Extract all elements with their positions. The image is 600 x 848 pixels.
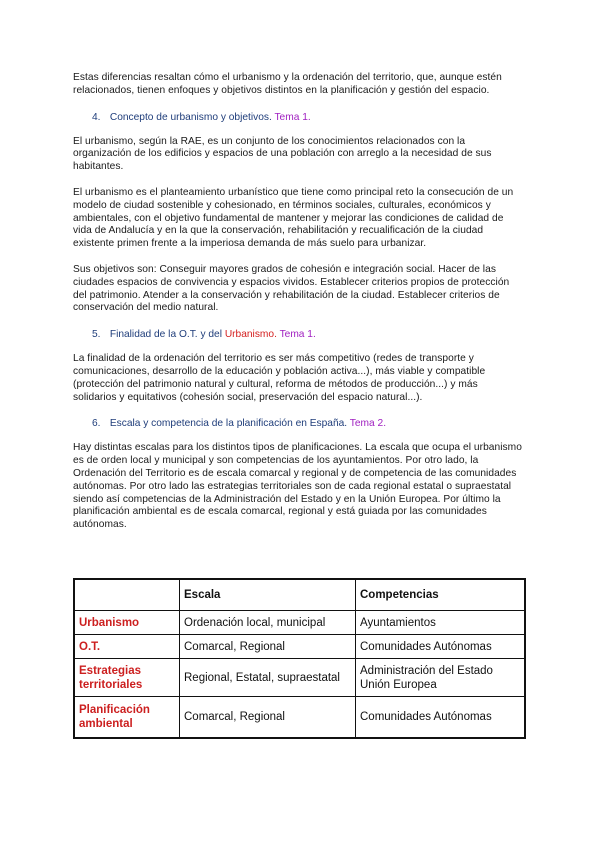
row-label-estrategias: Estrategias territoriales bbox=[74, 659, 180, 697]
table-row bbox=[74, 611, 525, 635]
section-4-number: 4. bbox=[92, 111, 101, 123]
section-4-title: Concepto de urbanismo y objetivos. bbox=[109, 111, 272, 123]
section-5-heading bbox=[92, 328, 523, 341]
cell-competencias: Comunidades Autónomas bbox=[356, 635, 526, 659]
section-5-number: 5. bbox=[92, 329, 101, 341]
cell-competencias: Ayuntamientos bbox=[356, 611, 526, 635]
table-row bbox=[74, 697, 525, 739]
section-4-paragraph-1: El urbanismo, según la RAE, es un conjunto de los conocimientos relacionados con la organización de los edificios y espacios de una población con arreglo a la necesidad de sus habitantes. bbox=[73, 135, 492, 173]
section-4-heading bbox=[92, 111, 523, 124]
table-row bbox=[74, 635, 525, 659]
section-4-paragraph-2: El urbanismo es el planteamiento urbanístico que tiene como principal reto la consecución de un modelo de ciudad sostenible y cohesionado, en términos sociales, culturales, económicos y ambientales, con el objetivo fundamental de mantener y mejorar las condiciones de calidad de vida de Andalucía y en la que la conservación, rehabilitación y recualificación de la ciudad existente primen frente a la imperiosa demanda de más suelo para urbanizar. bbox=[73, 186, 514, 250]
section-4-paragraph-3: Sus objetivos son: Conseguir mayores grados de cohesión e integración social. Hacer de las ciudades espacios de convivencia y espacios vividos. Establecer criterios propios de protección del patrimonio. Atender a la conservación y rehabilitación de la ciudad. Establecer criterios de conservación del medio natural. bbox=[73, 263, 510, 314]
section-6-number: 6. bbox=[92, 418, 101, 430]
cell-escala: Comarcal, Regional bbox=[180, 697, 356, 739]
cell-escala: Ordenación local, municipal bbox=[180, 611, 356, 635]
section-5-paragraph-1: La finalidad de la ordenación del territorio es ser más competitivo (redes de transporte y comunicaciones, desarrollo de la educación y población activa...), más viable y compatible (protección del patrimonio natural y cultural, reforma de métodos de producción...) y más solidarios y equitativos (cohesión social, preservación del espacio natural...). bbox=[73, 353, 486, 403]
section-6-paragraph-1: Hay distintas escalas para los distintos tipos de planificaciones. La escala que ocupa el urbanismo es de orden local y municipal y son competencias de los ayuntamientos. Por otro lado, la Ordenación del Territorio es de escala comarcal y regional y de competencia de las comunidades autónomas. Por otro lado las estrategias territoriales son de cada regional estatal o supraestatal siendo así competencias de la Administración del Estado y en la Unión Europea. Por último la planificación ambiental es de escala comarcal, regional y está guiada por las comunidades autónomas. bbox=[73, 442, 522, 531]
row-label-ot: O.T. bbox=[74, 635, 180, 659]
table-row bbox=[74, 659, 525, 697]
table-header-row bbox=[74, 579, 525, 611]
cell-escala: Comarcal, Regional bbox=[180, 635, 356, 659]
section-6-title: Escala y competencia de la planificación en España. bbox=[109, 418, 348, 430]
section-4-tema: Tema 1. bbox=[274, 111, 311, 123]
planning-table bbox=[73, 578, 526, 739]
row-label-planificacion: Planificación ambiental bbox=[74, 697, 180, 739]
section-6-heading bbox=[92, 417, 523, 430]
table-header-competencias: Competencias bbox=[356, 579, 526, 611]
section-5-title-urbanismo: Urbanismo. bbox=[224, 329, 277, 341]
intro-paragraph: Estas diferencias resaltan cómo el urbanismo y la ordenación del territorio, que, aunque estén relacionados, tienen enfoques y objetivos distintos en la planificación y gestión del espacio. bbox=[73, 72, 502, 96]
row-label-urbanismo: Urbanismo bbox=[74, 611, 180, 635]
cell-competencias: Administración del Estado Unión Europea bbox=[356, 659, 526, 697]
section-6-tema: Tema 2. bbox=[349, 418, 387, 430]
table-header-empty bbox=[74, 579, 180, 611]
section-5-title: Finalidad de la O.T. y del bbox=[109, 329, 222, 341]
table-header-escala: Escala bbox=[180, 579, 356, 611]
section-5-tema: Tema 1. bbox=[279, 329, 316, 341]
cell-escala: Regional, Estatal, supraestatal bbox=[180, 659, 356, 697]
cell-competencias: Comunidades Autónomas bbox=[356, 697, 526, 739]
document-page bbox=[73, 72, 523, 532]
